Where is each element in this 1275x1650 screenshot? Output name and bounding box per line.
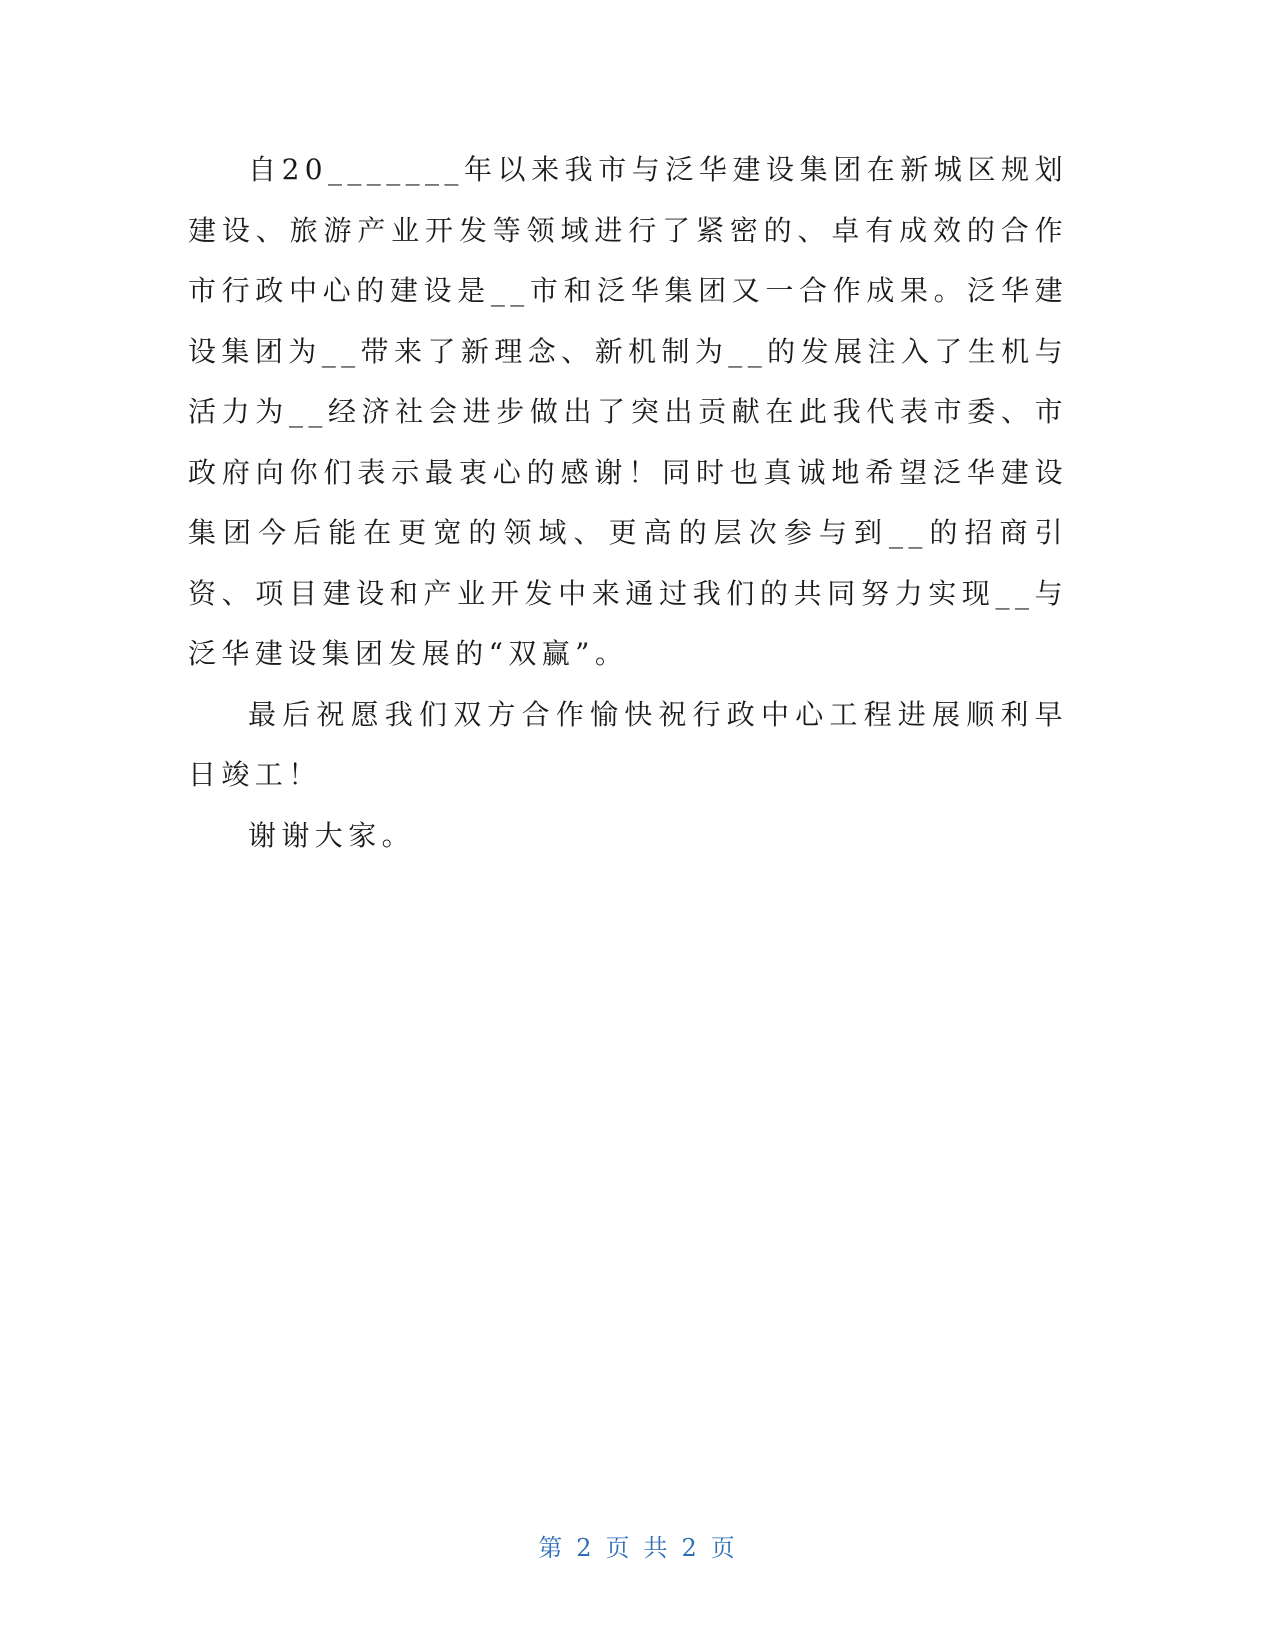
- footer-page-prefix: 第: [538, 1534, 565, 1562]
- document-body: [188, 140, 1068, 866]
- footer-current-page: 2: [576, 1534, 594, 1562]
- footer-total-prefix: 共: [643, 1534, 670, 1562]
- footer-total-word: 页: [710, 1534, 737, 1562]
- paragraph-wishes: 最后祝愿我们双方合作愉快祝行政中心工程进展顺利早日竣工！: [188, 697, 1068, 791]
- footer-total-pages: 2: [681, 1534, 699, 1562]
- page-footer: [0, 1528, 1275, 1563]
- footer-page-word: 页: [605, 1534, 632, 1562]
- paragraph-cooperation: 自20_______年以来我市与泛华建设集团在新城区规划建设、旅游产业开发等领域进行了紧密的、卓有成效的合作市行政中心的建设是__市和泛华集团又一合作成果。泛华建设集团为__带来了新理念、新机制为__的发展注入了生机与活力为__经济社会进步做出了突出贡献在此我代表市委、市政府向你们表示最衷心的感谢！同时也真诚地希望泛华建设集团今后能在更宽的领域、更高的层次参与到__的招商引资、项目建设和产业开发中来通过我们的共同努力实现__与泛华建设集团发展的“双赢”。: [188, 153, 1068, 670]
- paragraph-thanks: 谢谢大家。: [248, 818, 416, 852]
